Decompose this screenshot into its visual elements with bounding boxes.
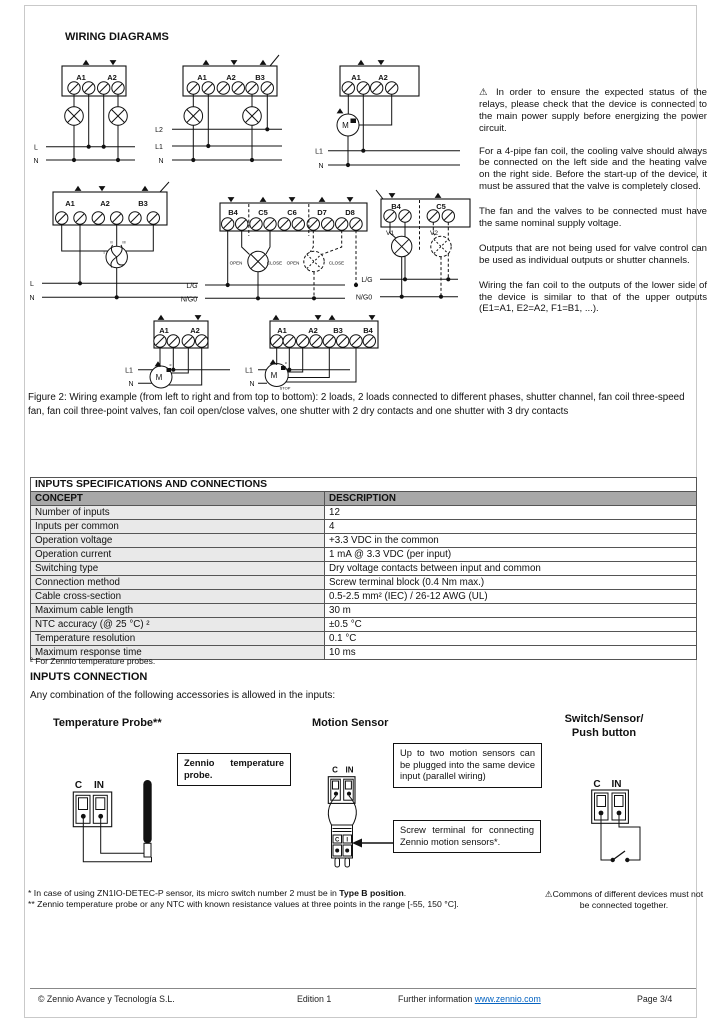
line-label-NG0: N/G0 [180, 296, 198, 304]
description-cell: ±0.5 °C [325, 618, 697, 632]
description-cell: 10 ms [325, 646, 697, 660]
concept-cell: NTC accuracy (@ 25 °C) ² [31, 618, 325, 632]
line-label-N: N [128, 381, 134, 388]
terminal-label: A2 [100, 199, 110, 208]
table-row [31, 604, 697, 618]
terminal-label: A2 [226, 73, 236, 82]
motion-sensor-callout-2: Screw terminal for connecting Zennio motion sensors*. [393, 820, 541, 853]
footer-page-number: Page 3/4 [637, 994, 673, 1004]
table-row [31, 632, 697, 646]
description-cell: 30 m [325, 604, 697, 618]
terminal-label: A1 [197, 73, 207, 82]
terminal-label: C5 [436, 202, 446, 211]
fan-speed-label: I [103, 250, 105, 255]
commons-warning: ⚠Commons of different devices must not be connected together. [544, 889, 704, 911]
valve-label-V2: V2 [430, 230, 438, 237]
switch-sensor-diagram [580, 775, 660, 875]
wiring-diagrams-figure [20, 54, 480, 399]
motor-c-label: c [169, 362, 172, 367]
diagram-shutter-channel [315, 60, 460, 170]
terminal-label: A1 [159, 326, 169, 335]
footer-divider [30, 988, 696, 989]
terminal-label: B4 [391, 202, 401, 211]
switch-sensor-heading [545, 712, 663, 740]
motor-label: M [270, 371, 278, 380]
terminal-label: C5 [258, 208, 268, 217]
concept-cell: Maximum response time [31, 646, 325, 660]
zennio-link[interactable]: www.zennio.com [474, 994, 541, 1004]
connector-c-label: C [335, 837, 340, 844]
line-label-N: N [29, 295, 35, 302]
line-label-LG: L/G [361, 277, 373, 284]
terminal-label: B4 [228, 208, 238, 217]
terminal-in-label: IN [345, 765, 354, 775]
line-label-L1: L1 [315, 148, 323, 156]
description-cell: 1 mA @ 3.3 VDC (per input) [325, 548, 697, 562]
terminal-label: A2 [190, 326, 200, 335]
terminal-label: D8 [345, 208, 355, 217]
terminal-label: A2 [107, 73, 117, 82]
terminal-label: D7 [317, 208, 327, 217]
table-row [31, 520, 697, 534]
line-label-L1: L1 [125, 367, 133, 375]
diagram-shutter-three-dry-contacts [245, 315, 378, 391]
wiring-notes [479, 87, 707, 326]
motor-c-label: c [285, 360, 287, 365]
description-cell: 12 [325, 506, 697, 520]
line-label-L: L [30, 281, 34, 288]
footer-info-text: Further information [398, 994, 475, 1004]
footer-edition: Edition 1 [297, 994, 332, 1004]
concept-cell: Switching type [31, 562, 325, 576]
motion-sensor-heading: Motion Sensor [312, 717, 389, 729]
description-cell: Screw terminal block (0.4 Nm max.) [325, 576, 697, 590]
table-title: INPUTS SPECIFICATIONS AND CONNECTIONS [31, 478, 697, 492]
line-label-L: L [34, 144, 38, 152]
table-row [31, 534, 697, 548]
terminal-label: B3 [333, 326, 343, 335]
footnote-1-period: . [403, 888, 407, 898]
terminal-in-label: IN [611, 779, 622, 790]
valve-close-label: CLOSE [266, 260, 283, 266]
terminal-label: C6 [287, 208, 297, 217]
diagram-three-point-valves [181, 197, 367, 304]
table-row [31, 506, 697, 520]
footnote-1-text: * In case of using ZN1IO-DETEC-P sensor, its micro switch number 2 must be in [28, 888, 340, 898]
note-paragraph: The fan and the valves to be connected must have the same nominal supply voltage. [479, 206, 707, 230]
concept-cell: Maximum cable length [31, 604, 325, 618]
terminal-c-label: C [593, 779, 601, 790]
callout-arrow [351, 836, 393, 850]
motion-sensor-diagram [315, 755, 375, 875]
concept-cell: Connection method [31, 576, 325, 590]
fan-speed-label: III [122, 239, 126, 245]
note-paragraph: Outputs that are not being used for valve control can be used as individual outputs or shutter channels. [479, 242, 707, 266]
concept-cell: Operation current [31, 548, 325, 562]
temperature-probe-heading: Temperature Probe** [53, 717, 162, 729]
terminal-label: B3 [138, 199, 148, 208]
valve-open-label: OPEN [229, 260, 243, 266]
description-cell: Dry voltage contacts between input and common [325, 562, 697, 576]
motor-stop-label: STOP [279, 385, 291, 391]
figure-caption: Figure 2: Wiring example (from left to right and from top to bottom): 2 loads, 2 loads connected to different phases, shutter channel, fan coil three-speed fan, fan coil three-point valves, fan coil open/close valves, one shutter with 2 dry contacts and one shutter with 3 dry contacts [28, 392, 685, 417]
switch-heading-line2: Push button [571, 727, 637, 739]
diagram-two-loads [33, 60, 135, 165]
terminal-label: A1 [65, 199, 75, 208]
table-row [31, 618, 697, 632]
line-label-N: N [249, 381, 255, 388]
valve-close-label: CLOSE [328, 260, 345, 266]
temperature-probe-diagram [53, 775, 173, 875]
switch-heading-line1: Switch/Sensor/ [564, 713, 644, 725]
footnote-2-text: ** Zennio temperature probe or any NTC with known resistance values at three points in the range [-55, 150 °C]. [28, 899, 459, 910]
diagram-fan-coil-three-speed [29, 182, 198, 302]
valve-open-label: OPEN [286, 260, 300, 266]
concept-cell: Cable cross-section [31, 590, 325, 604]
terminal-in-label: IN [94, 780, 104, 791]
inputs-specifications-table [30, 477, 697, 660]
line-label-L2: L2 [155, 127, 163, 134]
inputs-connection-heading: INPUTS CONNECTION [30, 671, 148, 683]
line-label-LG: L/G [186, 282, 198, 290]
description-cell: 0.1 °C [325, 632, 697, 646]
motor-label: M [342, 121, 349, 130]
description-cell: +3.3 VDC in the common [325, 534, 697, 548]
line-label-L1: L1 [155, 143, 163, 151]
concept-cell: Number of inputs [31, 506, 325, 520]
column-header-concept: CONCEPT [31, 492, 325, 506]
terminal-label: B4 [363, 326, 373, 335]
terminal-c-label: C [74, 780, 83, 791]
description-cell: 0.5-2.5 mm² (IEC) / 26-12 AWG (UL) [325, 590, 697, 604]
motion-sensor-callout-1: Up to two motion sensors can be plugged into the same device input (parallel wiring) [393, 743, 542, 788]
diagram-two-loads-different-phases [155, 55, 282, 165]
footer-copyright: © Zennio Avance y Tecnología S.L. [38, 994, 175, 1004]
warning-note: ⚠ In order to ensure the expected status of the relays, please check that the device is connected to the main power supply before energizing the power circuit. [479, 87, 707, 134]
table-header-row [31, 492, 697, 506]
valve-label-V1: V1 [386, 230, 394, 237]
motor-label: M [155, 373, 163, 382]
table-row [31, 576, 697, 590]
terminal-label: B3 [255, 73, 265, 82]
inputs-connection-intro: Any combination of the following accessories is allowed in the inputs: [30, 690, 336, 701]
table-row [31, 548, 697, 562]
connector-i-label: I [346, 837, 349, 844]
column-header-description: DESCRIPTION [325, 492, 697, 506]
diagram-open-close-valves [356, 190, 470, 302]
terminal-label: A2 [378, 73, 388, 82]
concept-cell: Inputs per common [31, 520, 325, 534]
terminal-c-label: C [332, 765, 338, 775]
terminal-label: A1 [351, 73, 361, 82]
table-footnote: ² For Zennio temperature probes. [30, 656, 156, 666]
diagram-shutter-two-dry-contacts [125, 315, 230, 388]
note-paragraph: Wiring the fan coil to the outputs of the lower side of the device is similar to that of the upper outputs (E1=A1, E2=A2, F1=B1, ...). [479, 279, 707, 315]
concept-cell: Operation voltage [31, 534, 325, 548]
concept-cell: Temperature resolution [31, 632, 325, 646]
temperature-probe-callout: Zennio temperature probe. [177, 753, 291, 786]
line-label-N: N [318, 162, 324, 170]
terminal-label: A2 [308, 326, 318, 335]
line-label-L1: L1 [245, 367, 253, 375]
table-row [31, 590, 697, 604]
terminal-label: A1 [76, 73, 86, 82]
terminal-label: A1 [277, 326, 287, 335]
line-label-N: N [33, 157, 39, 165]
line-label-N: N [158, 157, 164, 165]
table-title-row [31, 478, 697, 492]
fan-speed-label: II [110, 239, 113, 245]
accessory-footnotes [28, 888, 483, 911]
footer-info [398, 994, 541, 1004]
wiring-diagrams-heading: WIRING DIAGRAMS [65, 31, 169, 43]
description-cell: 4 [325, 520, 697, 534]
table-row [31, 562, 697, 576]
note-paragraph: For a 4-pipe fan coil, the cooling valve should always be connected on the left side and the heating valve on the right side. Before the start-up of the device, it must be assured that the valve is completely closed. [479, 145, 707, 193]
line-label-NG0: N/G0 [355, 294, 373, 302]
footnote-1-bold: Type B position [339, 888, 404, 898]
